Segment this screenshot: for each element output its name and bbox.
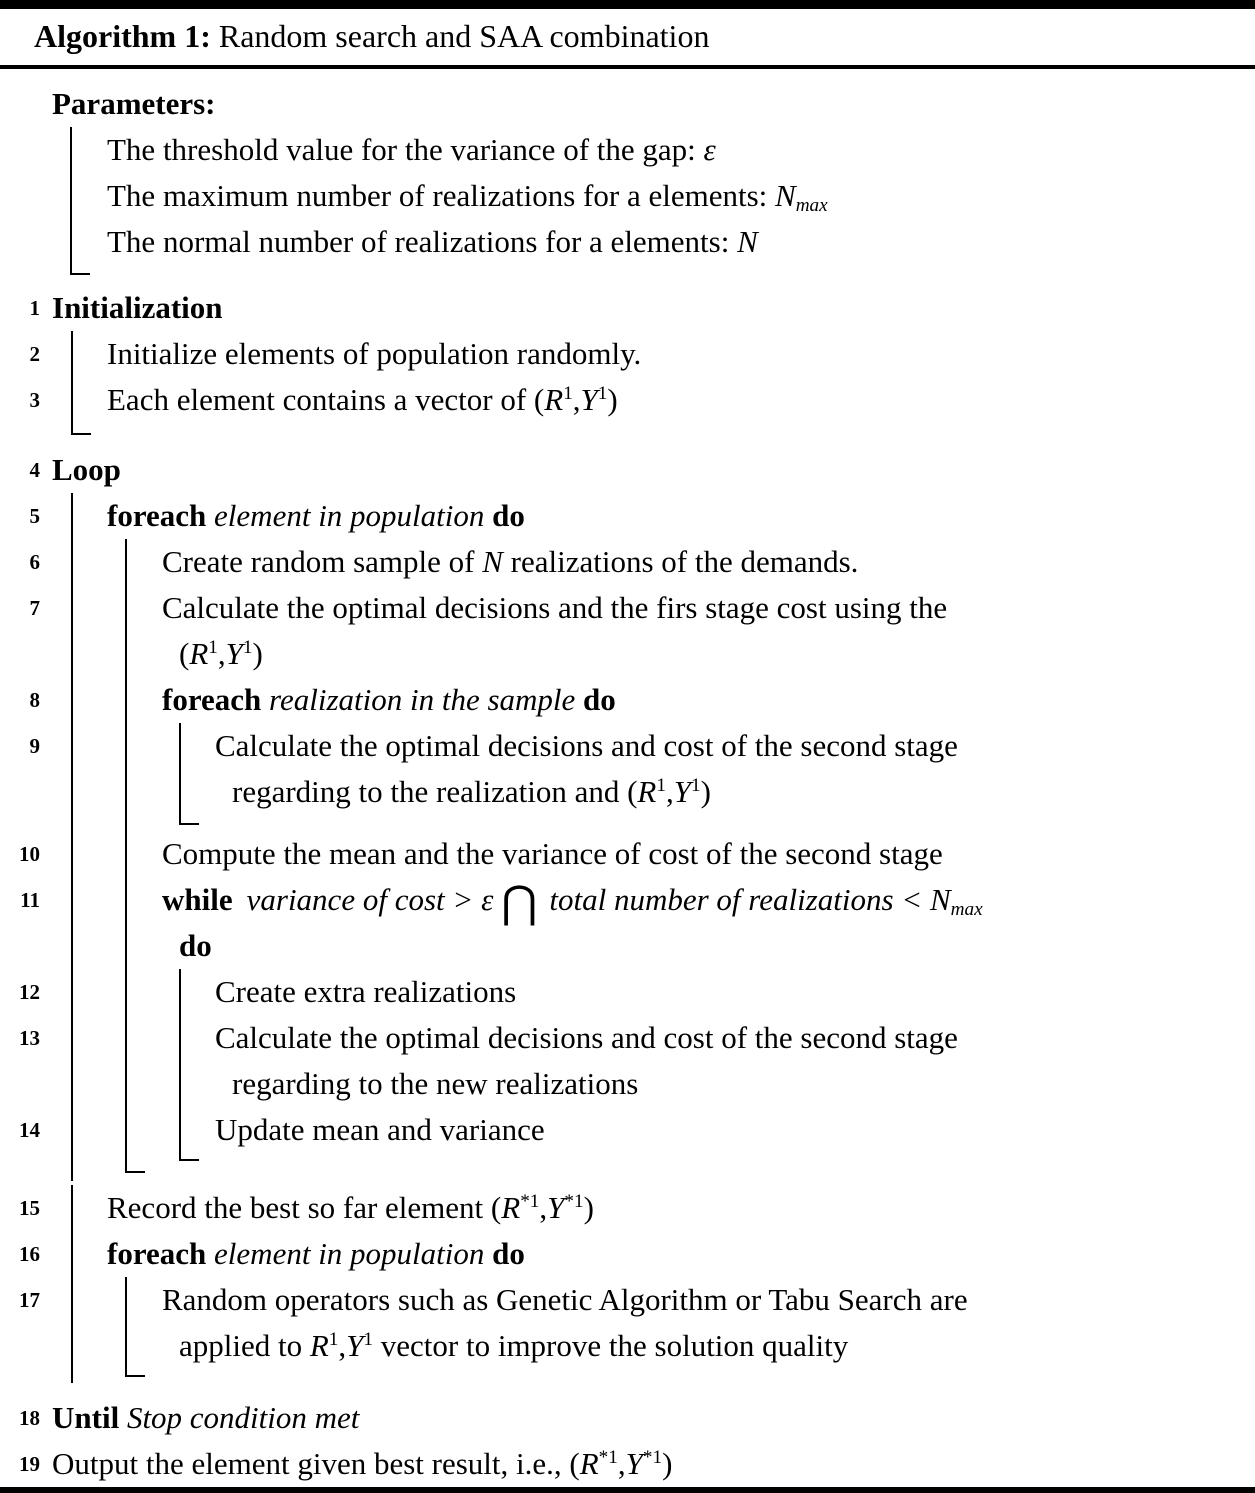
math-comma: ,: [572, 382, 581, 417]
top-rule: [0, 0, 1255, 9]
algo-line-7-cont: [0, 631, 1255, 677]
algo-line-5: [0, 493, 1255, 539]
block-end-tick: [179, 823, 199, 825]
line-number: 11: [20, 888, 40, 912]
algo-line-7: [0, 585, 1255, 631]
line-number: 13: [19, 1026, 40, 1050]
math-R: R: [544, 382, 564, 417]
block-rule: [179, 723, 181, 769]
math-paren: (: [569, 1446, 580, 1481]
math-vector: [179, 636, 263, 671]
param-text: The maximum number of realizations for a elements:: [107, 178, 775, 213]
math-vector: [491, 1190, 594, 1225]
statement-text: Calculate the optimal decisions and cost of the second stage: [215, 728, 958, 763]
block-rule: [125, 539, 127, 585]
statement-text: Update mean and variance: [215, 1112, 545, 1147]
math-paren: ): [252, 636, 263, 671]
block-rule: [71, 723, 73, 769]
block-end-parameters: [0, 265, 1255, 279]
block-rule: [179, 769, 181, 815]
block-rule: [71, 377, 73, 423]
line-number: 1: [29, 296, 40, 320]
block-rule: [125, 585, 127, 631]
loop-range: element in population: [214, 1236, 485, 1271]
keyword-until: Until: [52, 1400, 120, 1435]
line-number: 14: [19, 1118, 40, 1142]
algo-line-2: [0, 331, 1255, 377]
algo-line-12: [0, 969, 1255, 1015]
block-rule: [179, 969, 181, 1015]
statement-text: applied to: [179, 1328, 310, 1363]
math-vector: [310, 1328, 373, 1363]
algo-line-19: [0, 1441, 1255, 1487]
line-number: 3: [29, 388, 40, 412]
algo-line-18: [0, 1395, 1255, 1441]
keyword-do: do: [492, 498, 525, 533]
math-sup: *1: [564, 1191, 584, 1213]
math-sup: *1: [520, 1191, 540, 1213]
algo-line-13-cont: [0, 1061, 1255, 1107]
math-N: N: [482, 544, 503, 579]
caption-text: Random search and SAA combination: [210, 18, 710, 54]
block-rule: [125, 1061, 127, 1107]
math-Y: Y: [625, 1446, 643, 1481]
bottom-rule: [0, 1487, 1255, 1493]
block-rule: [179, 1107, 181, 1153]
math-N: N: [737, 224, 758, 259]
keyword-foreach: foreach: [162, 682, 262, 717]
math-sup: 1: [656, 775, 666, 797]
algorithm-body: [0, 69, 1255, 1487]
block-rule: [71, 969, 73, 1015]
block-rule: [71, 677, 73, 723]
loop-range: element in population: [214, 498, 485, 533]
block-rule: [125, 677, 127, 723]
keyword-do: do: [583, 682, 616, 717]
block-end-initialization: [0, 423, 1255, 439]
block-rule: [71, 815, 73, 831]
algo-line-16: [0, 1231, 1255, 1277]
block-rule: [71, 1061, 73, 1107]
math-Y: Y: [580, 382, 598, 417]
statement-text: Create extra realizations: [215, 974, 517, 1009]
algo-line-9: [0, 723, 1255, 769]
math-Y: Y: [547, 1190, 565, 1225]
block-rule: [71, 1231, 73, 1277]
block-rule: [125, 923, 127, 969]
block-rule: [125, 1153, 127, 1171]
line-number: 15: [19, 1196, 40, 1220]
math-sup: 1: [328, 1329, 339, 1351]
statement-text: Each element contains a vector of: [107, 382, 534, 417]
line-number: 12: [19, 980, 40, 1004]
param-text: The threshold value for the variance of the gap:: [107, 132, 704, 167]
keyword-parameters: Parameters:: [52, 86, 216, 121]
until-condition: Stop condition met: [126, 1400, 360, 1435]
math-epsilon: ε: [703, 132, 716, 167]
block-rule: [179, 1061, 181, 1107]
block-rule: [125, 1277, 127, 1323]
math-comma: ,: [617, 1446, 626, 1481]
math-comma: ,: [338, 1328, 347, 1363]
block-rule: [71, 1369, 73, 1383]
block-rule: [125, 631, 127, 677]
block-rule: [125, 1015, 127, 1061]
block-rule: [70, 265, 72, 273]
param-line-2: [0, 173, 1255, 219]
algo-line-8: [0, 677, 1255, 723]
block-rule: [125, 815, 127, 831]
line-number: 5: [29, 504, 40, 528]
block-rule: [70, 173, 72, 219]
keyword-do: do: [179, 928, 212, 963]
block-rule: [179, 815, 181, 823]
keyword-initialization: Initialization: [52, 290, 223, 325]
param-line-3: [0, 219, 1255, 265]
math-paren: (: [627, 774, 638, 809]
math-paren: ): [700, 774, 711, 809]
param-text: The normal number of realizations for a elements:: [107, 224, 738, 259]
block-rule: [71, 493, 73, 539]
statement-text: Record the best so far element: [107, 1190, 491, 1225]
math-comma: ,: [665, 774, 674, 809]
line-number: 17: [19, 1288, 40, 1312]
math-R: R: [579, 1446, 599, 1481]
math-paren: ): [583, 1190, 594, 1225]
parameters-header: [0, 81, 1255, 127]
line-number: 16: [19, 1242, 40, 1266]
statement-text: Compute the mean and the variance of cost of the second stage: [162, 836, 943, 871]
math-sup: *1: [642, 1447, 663, 1469]
block-rule: [71, 331, 73, 377]
line-number: 7: [29, 596, 40, 620]
block-rule: [71, 631, 73, 677]
math-sup: 1: [690, 775, 701, 797]
math-paren: (: [179, 636, 190, 671]
block-rule: [71, 831, 73, 877]
algo-line-15: [0, 1185, 1255, 1231]
block-end-while-and-foreach-5: [0, 1153, 1255, 1181]
keyword-foreach: foreach: [107, 498, 207, 533]
algo-line-9-cont: [0, 769, 1255, 815]
math-sup: *1: [598, 1447, 618, 1469]
line-number: 4: [29, 458, 40, 482]
statement-text: Calculate the optimal decisions and cost of the second stage: [215, 1020, 958, 1055]
math-paren: (: [490, 1190, 502, 1225]
math-R: R: [637, 774, 657, 809]
block-rule: [71, 923, 73, 969]
line-number: 18: [19, 1406, 40, 1430]
keyword-do: do: [492, 1236, 525, 1271]
algo-line-3: [0, 377, 1255, 423]
keyword-while: while: [162, 882, 233, 917]
while-condition: total number of realizations <: [549, 882, 930, 917]
statement-text: regarding to the realization and: [232, 774, 628, 809]
statement-text: Create random sample of: [162, 544, 483, 579]
math-paren: ): [607, 382, 618, 417]
statement-text: vector to improve the solution quality: [373, 1328, 849, 1363]
math-comma: ,: [217, 636, 226, 671]
math-intersection: ⋂: [501, 877, 538, 928]
block-end-foreach-16: [0, 1369, 1255, 1389]
math-Y: Y: [673, 774, 691, 809]
math-sub-max: max: [795, 195, 828, 217]
algo-line-1: [0, 285, 1255, 331]
math-sup: 1: [563, 383, 573, 405]
block-rule: [125, 1323, 127, 1369]
loop-range: realization in the sample: [269, 682, 576, 717]
block-rule: [71, 1185, 73, 1231]
math-sup: 1: [208, 637, 218, 659]
algo-line-14: [0, 1107, 1255, 1153]
block-rule: [179, 1015, 181, 1061]
while-condition: variance of cost >: [246, 882, 482, 917]
math-N: N: [929, 882, 951, 917]
math-vector: [569, 1446, 672, 1481]
statement-text: Output the element given best result, i.e.,: [52, 1446, 570, 1481]
math-Y: Y: [225, 636, 243, 671]
block-end-tick: [125, 1171, 145, 1173]
math-vector: [627, 774, 711, 809]
algo-line-4: [0, 447, 1255, 493]
block-rule: [125, 1107, 127, 1153]
block-rule: [125, 769, 127, 815]
keyword-foreach: foreach: [107, 1236, 207, 1271]
block-rule: [71, 539, 73, 585]
line-number: 2: [29, 342, 40, 366]
algo-line-13: [0, 1015, 1255, 1061]
math-sub-max: max: [950, 899, 983, 921]
block-rule: [71, 1277, 73, 1323]
block-rule: [71, 423, 73, 433]
algo-line-10: [0, 831, 1255, 877]
block-rule: [125, 969, 127, 1015]
math-epsilon: ε: [481, 882, 494, 917]
math-Y: Y: [346, 1328, 364, 1363]
statement-text: regarding to the new realizations: [232, 1066, 639, 1101]
block-end-tick: [179, 1159, 199, 1161]
line-number: 9: [29, 734, 40, 758]
block-end-foreach-8: [0, 815, 1255, 831]
block-rule: [125, 831, 127, 877]
algorithm-caption: [0, 9, 1255, 69]
block-end-tick: [70, 273, 90, 275]
statement-text: Random operators such as Genetic Algorithm or Tabu Search are: [162, 1282, 968, 1317]
algo-line-17: [0, 1277, 1255, 1323]
block-rule: [71, 1015, 73, 1061]
block-rule: [71, 769, 73, 815]
block-end-tick: [71, 433, 91, 435]
line-number: 10: [19, 842, 40, 866]
algo-line-11-cont: [0, 923, 1255, 969]
caption-keyword: Algorithm 1:: [34, 18, 211, 54]
statement-text: Initialize elements of population randomly.: [107, 336, 642, 371]
block-rule: [125, 877, 127, 923]
math-sup: 1: [242, 637, 253, 659]
line-number: 8: [29, 688, 40, 712]
math-vector: [534, 382, 618, 417]
param-line-1: [0, 127, 1255, 173]
math-paren: (: [533, 382, 545, 417]
line-number: 19: [19, 1452, 40, 1476]
algo-line-6: [0, 539, 1255, 585]
math-N: N: [775, 178, 796, 213]
math-comma: ,: [539, 1190, 548, 1225]
math-R: R: [309, 1328, 329, 1363]
math-paren: ): [662, 1446, 673, 1481]
math-R: R: [501, 1190, 521, 1225]
line-number: 6: [29, 550, 40, 574]
block-rule: [71, 877, 73, 923]
keyword-loop: Loop: [52, 452, 121, 487]
statement-text: realizations of the demands.: [502, 544, 859, 579]
algo-line-11: [0, 877, 1255, 928]
algo-line-17-cont: [0, 1323, 1255, 1369]
block-rule: [71, 1323, 73, 1369]
block-rule: [71, 585, 73, 631]
block-rule: [71, 1107, 73, 1153]
statement-text: Calculate the optimal decisions and the firs stage cost using the: [162, 590, 948, 625]
block-rule: [70, 127, 72, 173]
block-end-tick: [125, 1375, 145, 1377]
math-R: R: [189, 636, 209, 671]
block-rule: [71, 1153, 73, 1181]
block-rule: [125, 723, 127, 769]
math-sup: 1: [363, 1329, 374, 1351]
block-rule: [70, 219, 72, 265]
math-sup: 1: [597, 383, 608, 405]
